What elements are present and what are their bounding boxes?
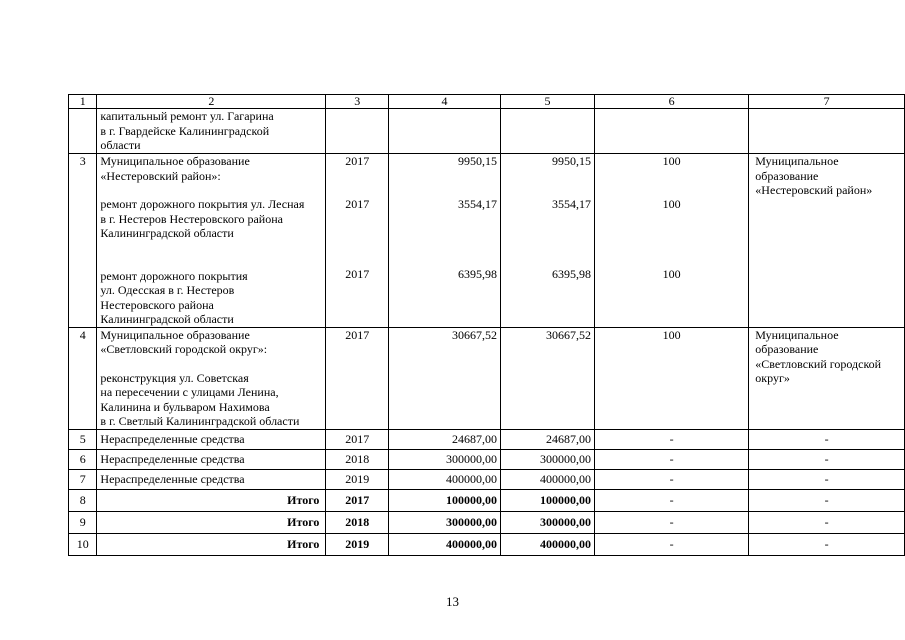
row-number: 4 xyxy=(69,327,97,429)
funding-table xyxy=(68,94,905,556)
row-value-4: 400000,00 xyxy=(389,533,501,555)
row-percent: 100 xyxy=(594,327,748,429)
row-recipient: - xyxy=(749,429,905,449)
total-row xyxy=(69,533,905,555)
page-number: 13 xyxy=(446,594,459,609)
row-number: 8 xyxy=(69,489,97,511)
header-cell: 6 xyxy=(594,95,748,109)
total-row xyxy=(69,489,905,511)
row-number: 5 xyxy=(69,429,97,449)
header-cell: 4 xyxy=(389,95,501,109)
row-value-4: 9950,15 3554,17 6395,98 xyxy=(389,154,501,328)
table-row xyxy=(69,327,905,429)
row-year: 2018 xyxy=(326,511,389,533)
row-year: 2017 xyxy=(326,327,389,429)
row-percent: - xyxy=(594,533,748,555)
row-percent: - xyxy=(594,489,748,511)
row-description: Нераспределенные средства xyxy=(97,429,326,449)
row-year: 2019 xyxy=(326,533,389,555)
row-value-4: 400000,00 xyxy=(389,469,501,489)
row-description: капитальный ремонт ул. Гагарина в г. Гвардейске Калининградской области xyxy=(97,109,326,154)
row-number: 6 xyxy=(69,449,97,469)
header-cell: 1 xyxy=(69,95,97,109)
row-number: 7 xyxy=(69,469,97,489)
row-value-5: 24687,00 xyxy=(501,429,595,449)
row-recipient: Муниципальное образование «Нестеровский район» xyxy=(749,154,905,328)
row-year: 2017 2017 2017 xyxy=(326,154,389,328)
header-cell: 2 xyxy=(97,95,326,109)
row-value-5: 300000,00 xyxy=(501,449,595,469)
row-value-4: 30667,52 xyxy=(389,327,501,429)
row-recipient: - xyxy=(749,489,905,511)
total-row xyxy=(69,511,905,533)
row-value-5: 400000,00 xyxy=(501,533,595,555)
table-row xyxy=(69,449,905,469)
row-recipient: - xyxy=(749,469,905,489)
row-value-4: 24687,00 xyxy=(389,429,501,449)
header-cell: 7 xyxy=(749,95,905,109)
table-row xyxy=(69,154,905,328)
row-recipient: - xyxy=(749,449,905,469)
row-percent: - xyxy=(594,469,748,489)
row-description: Муниципальное образование «Светловский городской округ»: реконструкция ул. Советская на пересечении с улицами Ленина, Калинина и бульваром Нахимова в г. Светлый Калининградской области xyxy=(97,327,326,429)
row-percent: - xyxy=(594,449,748,469)
row-description: Нераспределенные средства xyxy=(97,449,326,469)
row-value-4: 300000,00 xyxy=(389,449,501,469)
row-value-5: 300000,00 xyxy=(501,511,595,533)
row-number: 10 xyxy=(69,533,97,555)
row-percent: 100 100 100 xyxy=(594,154,748,328)
row-description: Муниципальное образование «Нестеровский район»: ремонт дорожного покрытия ул. Лесная в г. Нестеров Нестеровского района Калининградской области ремонт дорожного покрытия ул. Одесская в г. Нестеров Нестеровского района Калининградской области xyxy=(97,154,326,328)
table-row xyxy=(69,429,905,449)
row-percent: - xyxy=(594,511,748,533)
row-recipient: Муниципальное образование «Светловский городской округ» xyxy=(749,327,905,429)
row-value-5: 400000,00 xyxy=(501,469,595,489)
header-cell: 3 xyxy=(326,95,389,109)
row-number: 3 xyxy=(69,154,97,328)
row-value-5: 30667,52 xyxy=(501,327,595,429)
row-description: Нераспределенные средства xyxy=(97,469,326,489)
row-value-4: 300000,00 xyxy=(389,511,501,533)
row-recipient: - xyxy=(749,511,905,533)
header-cell: 5 xyxy=(501,95,595,109)
row-year: 2018 xyxy=(326,449,389,469)
table-row xyxy=(69,469,905,489)
total-label: Итого xyxy=(97,489,326,511)
header-row xyxy=(69,95,905,109)
table-row-continued xyxy=(69,109,905,154)
row-value-5: 100000,00 xyxy=(501,489,595,511)
row-year: 2017 xyxy=(326,429,389,449)
total-label: Итого xyxy=(97,533,326,555)
row-year: 2019 xyxy=(326,469,389,489)
row-value-4: 100000,00 xyxy=(389,489,501,511)
row-year: 2017 xyxy=(326,489,389,511)
total-label: Итого xyxy=(97,511,326,533)
row-recipient: - xyxy=(749,533,905,555)
row-number: 9 xyxy=(69,511,97,533)
row-value-5: 9950,15 3554,17 6395,98 xyxy=(501,154,595,328)
row-percent: - xyxy=(594,429,748,449)
